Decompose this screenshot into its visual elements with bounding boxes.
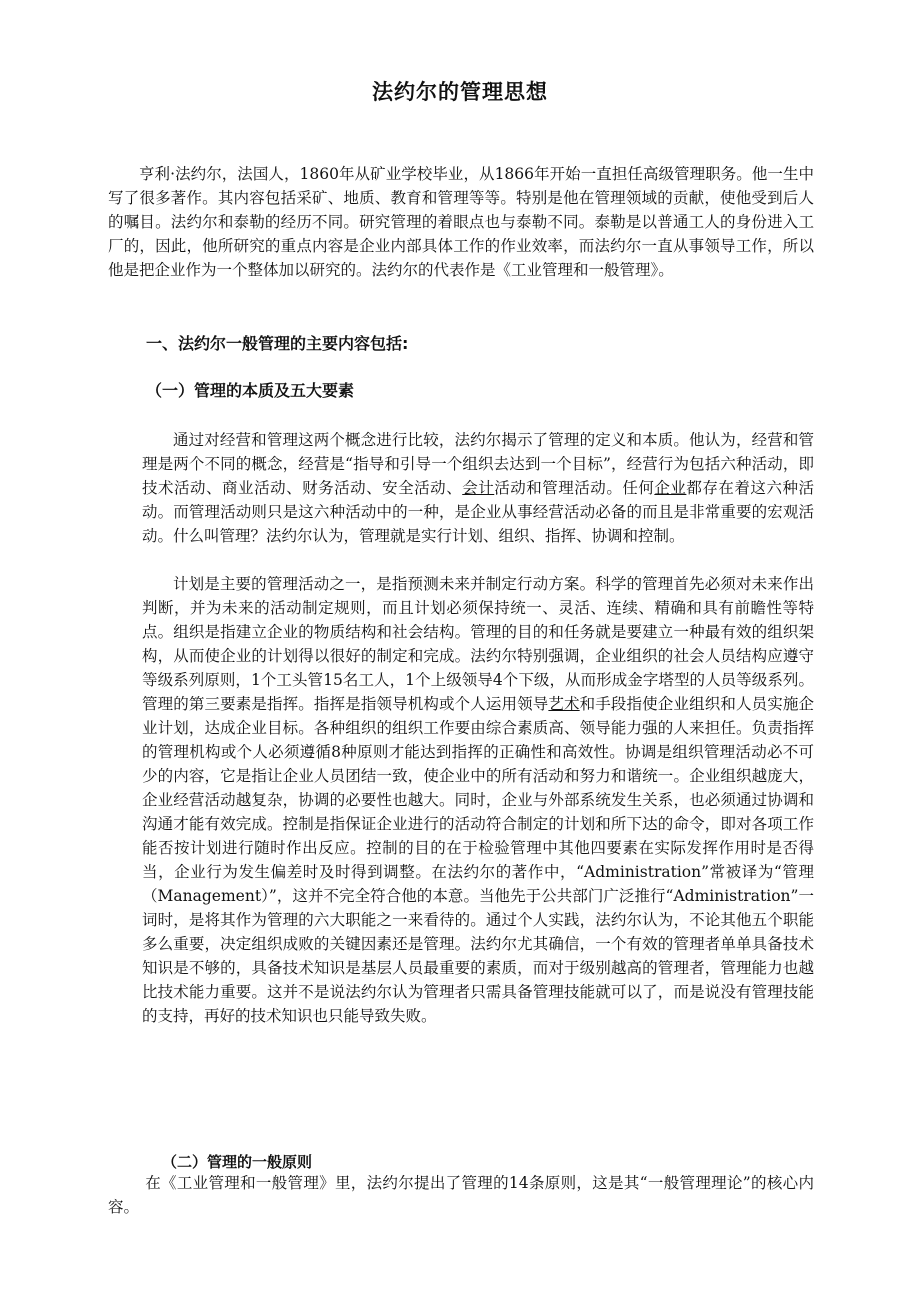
body-paragraph-3: 在《工业管理和一般管理》里，法约尔提出了管理的14条原则，这是其“一般管理理论”的核心内容。 xyxy=(108,1174,814,1216)
paragraph-text: 和手段指使企业组织和人员实施企业计划，达成企业目标。各种组织的组织工作要由综合素质高、领导能力强的人来担任。负责指挥的管理机构或个人必须遵循8种原则才能达到指挥的正确性和高效性。协调是组织管理活动必不可少的内容，它是指让企业人员团结一致，使企业中的所有活动和努力和谐统一。企业组织越庞大，企业经营活动越复杂，协调的必要性也越大。同时，企业与外部系统发生关系，也必须通过协调和沟通才能有效完成。控制是指保证企业进行的活动符合制定的计划和所下达的命令，即对各项工作能否按计划进行随时作出反应。控制的目的在于检验管理中其他四要素在实际发挥作用时是否得当，企业行为发生偏差时及时得到调整。在法约尔的著作中，“Administration”常被译为“管理（Management）”，这并不完全符合他的本意。当他先于公共部门广泛推行“Administration”一词时，是将其作为管理的六大职能之一来看待的。通过个人实践，法约尔认为，不论其他五个职能多么重要，决定组织成败的关键因素还是管理。法约尔尤其确信，一个有效的管理者单单具备技术知识是不够的，具备技术知识是基层人员最重要的素质，而对于级别越高的管理者，管理能力也越比技术能力重要。这并不是说法约尔认为管理者只需具备管理技能就可以了，而是说没有管理技能的支持，再好的技术知识也只能导致失败。 xyxy=(142,695,814,1025)
subsection-heading-2: （二）管理的一般原则 xyxy=(162,1153,313,1171)
link-enterprise[interactable]: 企业 xyxy=(654,479,687,497)
link-accounting[interactable]: 会计 xyxy=(462,479,495,497)
paragraph-text: 活动和管理活动。任何 xyxy=(494,479,655,497)
body-paragraph-1 xyxy=(142,428,814,548)
paragraph-text: 计划是主要的管理活动之一，是指预测未来并制定行动方案。科学的管理首先必须对未来作出判断，并为未来的活动制定规则，而且计划必须保持统一、灵活、连续、精确和具有前瞻性等特点。组织是指建立企业的物质结构和社会结构。管理的目的和任务就是要建立一种最有效的组织架构，从而使企业的计划得以很好的制定和完成。法约尔特别强调，企业组织的社会人员结构应遵守等级系列原则，1个工头管15名工人，1个上级领导4个下级，从而形成金字塔型的人员等级系列。管理的第三要素是指挥。指挥是指领导机构或个人运用领导 xyxy=(142,575,814,713)
paragraph-text: 通过对经营和管理这两个概念进行比较，法约尔揭示了管理的定义和本质。他认为，经营和管理是两个不同的概念，经营是“指导和引导一个组织去达到一个目标”，经营行为包括六种活动，即技术活动、商业活动、财务活动、安全活动、 xyxy=(142,431,814,497)
paragraph-text: 都存在着这六种活动。而管理活动则只是这六种活动中的一种，是企业从事经营活动必备的而且是非常重要的宏观活动。什么叫管理？法约尔认为，管理就是实行计划、组织、指挥、协调和控制。 xyxy=(142,479,814,545)
intro-paragraph: 亨利·法约尔，法国人，1860年从矿业学校毕业，从1866年开始一直担任高级管理职务。他一生中写了很多著作。其内容包括采矿、地质、教育和管理等等。特别是他在管理领域的贡献，使他受到后人的嘱目。法约尔和泰勒的经历不同。研究管理的着眼点也与泰勒不同。泰勒是以普通工人的身份进入工厂的，因此，他所研究的重点内容是企业内部具体工作的作业效率，而法约尔一直从事领导工作，所以他是把企业作为一个整体加以研究的。法约尔的代表作是《工业管理和一般管理》。 xyxy=(108,165,814,279)
body-paragraph-2 xyxy=(142,572,814,1028)
subsection-heading-1: （一）管理的本质及五大要素 xyxy=(146,381,355,400)
link-art[interactable]: 艺术 xyxy=(548,695,580,713)
section-heading-1: 一、法约尔一般管理的主要内容包括: xyxy=(146,334,409,353)
document-title: 法约尔的管理思想 xyxy=(372,80,548,104)
